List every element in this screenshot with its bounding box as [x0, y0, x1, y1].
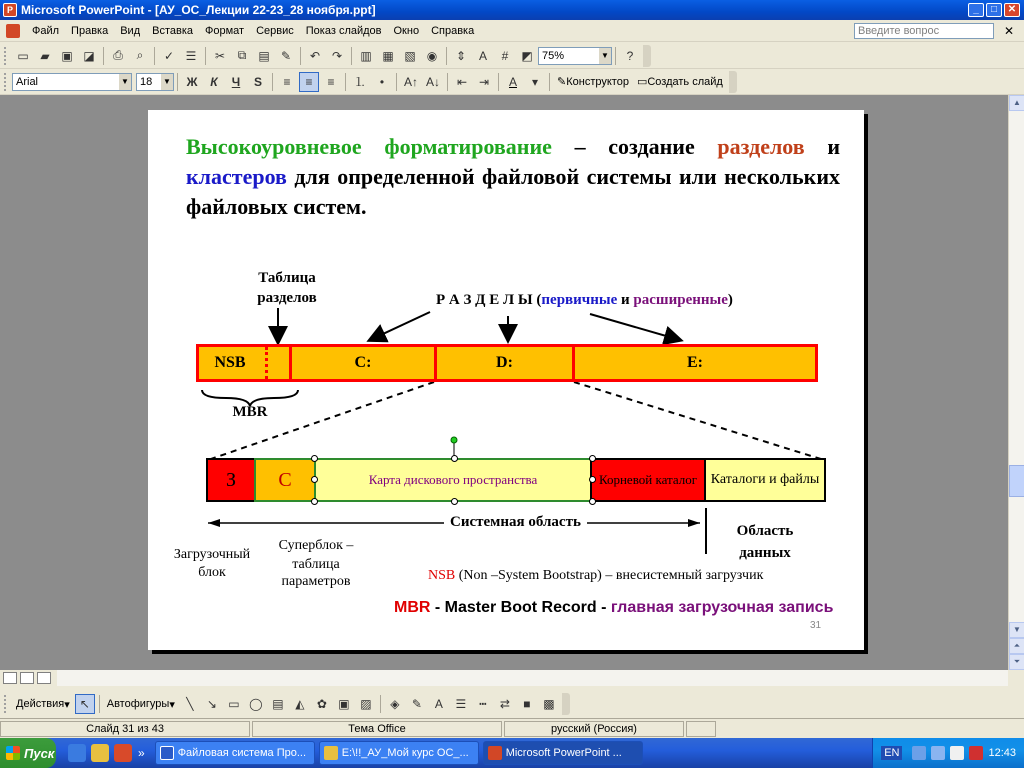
toolbar-separator	[615, 47, 616, 65]
menu-window[interactable]: Окно	[393, 24, 420, 37]
bullets-icon[interactable]: •	[379, 74, 385, 89]
security-icon[interactable]	[969, 746, 983, 760]
color-grayscale-icon[interactable]: ◩	[521, 48, 533, 63]
powerpoint-icon	[488, 746, 502, 760]
partition-e[interactable]	[572, 344, 818, 382]
partition-d-label: D:	[496, 354, 513, 371]
toolbar-separator	[103, 47, 104, 65]
disk-map[interactable]	[314, 458, 592, 502]
heading-text: – создание	[551, 134, 718, 159]
scroll-down-icon[interactable]: ▼	[1009, 622, 1024, 638]
clock: 12:43	[988, 747, 1016, 759]
bold-button[interactable]: Ж	[186, 74, 198, 89]
nsb-segment[interactable]	[196, 344, 292, 382]
word-icon	[160, 746, 174, 760]
shadow-style-icon[interactable]: ■	[523, 697, 531, 711]
folder-icon	[324, 746, 338, 760]
toolbar-separator	[498, 73, 499, 91]
rectangle-icon[interactable]: ▭	[228, 697, 240, 711]
oval-icon[interactable]: ◯	[249, 697, 263, 711]
research-icon[interactable]: ☰	[185, 48, 197, 63]
scroll-thumb[interactable]	[1009, 465, 1024, 497]
toolbar-separator	[446, 47, 447, 65]
font-size-value: 18	[140, 75, 153, 88]
toolbar-grip[interactable]	[4, 73, 8, 91]
new-file-icon[interactable]: ▭	[17, 48, 29, 63]
language-indicator[interactable]: EN	[881, 746, 902, 760]
toolbar-separator	[351, 47, 352, 65]
selection-handle[interactable]	[451, 455, 458, 462]
menu-view[interactable]: Вид	[120, 24, 141, 37]
previous-slide-icon[interactable]: ⏶	[1009, 638, 1024, 654]
mbr-note-ru: главная загрузочная запись	[610, 599, 834, 616]
toolbar-separator	[345, 73, 346, 91]
toolbar-grip[interactable]	[4, 695, 8, 713]
minimize-button[interactable]: _	[968, 3, 984, 17]
next-slide-icon[interactable]: ⏷	[1009, 654, 1024, 670]
and-label: и	[617, 292, 634, 308]
paren-open: (	[532, 292, 542, 308]
dash-style-icon[interactable]: ┅	[479, 697, 487, 711]
partition-d[interactable]	[434, 344, 575, 382]
autoshapes-menu[interactable]	[103, 694, 179, 714]
zoom-value: 75%	[542, 49, 565, 62]
increase-indent-icon[interactable]: ⇥	[478, 74, 490, 89]
internet-explorer-icon[interactable]	[68, 744, 86, 762]
status-theme: Тема Office	[252, 721, 502, 737]
designer-label: Конструктор	[566, 75, 629, 88]
chevron-down-icon: ▾	[169, 698, 175, 711]
diagram-icon[interactable]: ✿	[316, 697, 327, 711]
show-grid-icon[interactable]: #	[501, 48, 509, 63]
select-pointer-icon[interactable]: ↖	[75, 694, 95, 714]
status-bar	[0, 718, 1024, 738]
formatting-toolbar	[0, 69, 1024, 95]
drawing-toolbar	[0, 690, 1024, 718]
align-center-icon[interactable]: ≡	[299, 72, 319, 92]
scroll-bottom-controls	[1009, 622, 1024, 670]
heading-text: и	[804, 134, 840, 159]
partitions-word: Р А З Д Е Л Ы	[436, 292, 533, 308]
zoom-combo[interactable]	[538, 47, 612, 65]
toolbar-options-icon[interactable]	[643, 45, 651, 67]
chevron-down-icon[interactable]: ▼	[119, 74, 131, 90]
format-painter-icon[interactable]: ✎	[280, 48, 292, 63]
new-slide-button[interactable]	[633, 72, 727, 92]
boot-block[interactable]	[206, 458, 256, 502]
nsb-note	[428, 568, 763, 584]
maximize-button[interactable]: □	[986, 3, 1002, 17]
chevron-down-icon[interactable]: ▾	[531, 74, 539, 89]
actions-menu[interactable]	[12, 694, 74, 714]
system-tray	[872, 738, 1024, 768]
partition-table-label: Таблица разделов	[257, 270, 317, 306]
clipart-icon[interactable]: ▣	[338, 697, 350, 711]
picture-icon[interactable]: ▨	[360, 697, 372, 711]
insert-chart-icon[interactable]: ▥	[360, 48, 372, 63]
selection-handle[interactable]	[451, 498, 458, 505]
status-empty	[686, 721, 716, 737]
paren-close: )	[727, 292, 733, 308]
window-title: Microsoft PowerPoint - [АУ_ОС_Лекции 22-23_28 ноября.ppt]	[21, 3, 376, 17]
slide-canvas[interactable]	[148, 110, 864, 650]
partitions-title	[436, 292, 733, 309]
selection-handle[interactable]	[311, 476, 318, 483]
paste-icon[interactable]: ▤	[258, 48, 270, 63]
slide-sorter-icon[interactable]	[20, 672, 34, 684]
close-button[interactable]: ✕	[1004, 3, 1020, 17]
system-area-right-arrow	[688, 519, 700, 527]
show-formatting-icon[interactable]: A	[478, 48, 487, 63]
root-directory[interactable]	[590, 458, 706, 502]
font-color-icon[interactable]: A	[508, 74, 517, 89]
menu-help[interactable]: Справка	[431, 24, 475, 37]
toolbar-separator	[177, 73, 178, 91]
toolbar-grip[interactable]	[4, 47, 8, 65]
menu-slideshow[interactable]: Показ слайдов	[305, 24, 382, 37]
font-size-combo[interactable]	[136, 73, 174, 91]
boot-block-label: З	[225, 468, 237, 491]
new-slide-icon: ▭	[636, 76, 648, 88]
print-icon[interactable]: ⎙	[113, 48, 123, 62]
decrease-indent-icon[interactable]: ⇤	[456, 74, 468, 89]
nsb-label: NSB	[214, 354, 246, 371]
expand-all-icon[interactable]: ⇕	[455, 48, 467, 63]
arrow-icon[interactable]: ↘	[206, 697, 217, 711]
mbr-note	[394, 598, 844, 618]
disk-map-label: Карта дискового пространства	[368, 472, 538, 487]
cut-icon[interactable]: ✂	[214, 48, 226, 63]
new-slide-label: Создать слайд	[647, 75, 723, 88]
mbr-note-abbr: MBR	[394, 599, 431, 616]
selection-handle[interactable]	[589, 476, 596, 483]
toolbar-separator	[154, 47, 155, 65]
start-label: Пуск	[24, 745, 55, 761]
underline-button[interactable]: Ч	[231, 74, 241, 89]
status-language: русский (Россия)	[504, 721, 684, 737]
shadow-button[interactable]: S	[253, 74, 262, 89]
toolbar-options-icon[interactable]	[729, 71, 737, 93]
copy-icon[interactable]: ⧉	[237, 48, 247, 62]
spelling-icon[interactable]: ✓	[163, 48, 175, 63]
numbering-icon[interactable]: ⒈	[353, 75, 366, 89]
data-area-label: Область данных	[736, 523, 794, 561]
line-icon[interactable]: ╲	[186, 697, 194, 711]
heading-text: для определенной файловой системы или нескольких файловых систем.	[186, 164, 840, 219]
superblock[interactable]	[254, 458, 316, 502]
align-right-icon[interactable]: ≡	[327, 74, 335, 89]
font-combo[interactable]	[12, 73, 132, 91]
arrow-to-e	[590, 314, 680, 340]
increase-font-icon[interactable]: A↑	[403, 74, 418, 89]
quicklaunch-more-icon[interactable]: »	[138, 746, 145, 760]
help-search-input[interactable]: Введите вопрос	[854, 23, 994, 39]
powerpoint-icon: P	[3, 3, 17, 17]
root-directory-label: Корневой каталог	[598, 472, 698, 487]
autoshapes-label: Автофигуры	[106, 698, 170, 710]
taskbar-explorer-folder[interactable]	[319, 741, 479, 765]
toolbar-separator	[300, 47, 301, 65]
system-area-label: Системная область	[444, 514, 587, 531]
line-style-icon[interactable]: ☰	[455, 697, 467, 711]
menu-edit[interactable]: Правка	[71, 24, 109, 37]
3d-style-icon[interactable]: ▩	[543, 697, 555, 711]
toolbar-separator	[99, 695, 100, 713]
task-label: Microsoft PowerPoint ...	[505, 747, 622, 759]
save-icon[interactable]: ▣	[61, 48, 73, 63]
partition-e-label: E:	[687, 354, 703, 371]
partition-table-marker	[265, 347, 268, 379]
selection-handle[interactable]	[589, 498, 596, 505]
directories-files-label: Каталоги и файлы	[710, 472, 820, 487]
toolbar-separator	[549, 73, 550, 91]
toolbar-separator	[272, 73, 273, 91]
arrow-to-c	[370, 312, 430, 340]
toolbar-separator	[205, 47, 206, 65]
menu-tools[interactable]: Сервис	[256, 24, 294, 37]
line-color-icon[interactable]: ✎	[411, 697, 422, 711]
hyperlink-icon[interactable]: ◉	[426, 48, 438, 63]
superblock-label: С	[278, 468, 292, 491]
partition-c[interactable]	[289, 344, 437, 382]
heading-clusters: кластеров	[186, 164, 287, 189]
directories-files[interactable]	[704, 458, 826, 502]
superblock-caption-line1: Суперблок –	[278, 538, 354, 553]
volume-icon[interactable]	[950, 746, 964, 760]
chevron-down-icon: ▾	[64, 698, 70, 711]
rotation-handle[interactable]	[451, 437, 457, 443]
open-folder-icon[interactable]: ▰	[40, 48, 50, 63]
toolbar-separator	[396, 73, 397, 91]
align-left-icon[interactable]: ≡	[283, 74, 291, 89]
toolbar-separator	[447, 73, 448, 91]
zoom-line-left	[208, 382, 434, 460]
chevron-down-icon[interactable]: ▼	[599, 48, 611, 64]
start-button[interactable]	[0, 738, 56, 768]
app-shortcut-icon[interactable]	[114, 744, 132, 762]
chevron-down-icon[interactable]: ▼	[161, 74, 173, 90]
menu-bar	[0, 20, 1024, 42]
arrow-style-icon[interactable]: ⇄	[499, 697, 510, 711]
toolbar-separator	[380, 695, 381, 713]
title-bar	[0, 0, 1024, 20]
windows-flag-icon	[6, 746, 20, 760]
menu-insert[interactable]: Вставка	[152, 24, 194, 37]
fill-color-icon[interactable]: ◈	[390, 697, 400, 711]
document-icon[interactable]	[6, 24, 20, 38]
mbr-note-text: - Master Boot Record -	[430, 599, 611, 616]
slideshow-icon[interactable]	[37, 672, 51, 684]
boot-block-caption: Загрузочный блок	[173, 547, 251, 580]
font-color-icon[interactable]: A	[434, 697, 443, 711]
undo-icon[interactable]: ↶	[309, 48, 321, 63]
insert-table-icon[interactable]: ▦	[382, 48, 394, 63]
heading-term: Высокоуровневое форматирование	[186, 134, 552, 159]
font-value: Arial	[16, 75, 39, 88]
heading-partitions: разделов	[717, 134, 805, 159]
normal-view-icon[interactable]	[3, 672, 17, 684]
zoom-line-right	[574, 382, 824, 460]
selection-handle[interactable]	[589, 455, 596, 462]
folder-icon[interactable]	[91, 744, 109, 762]
standard-toolbar	[0, 43, 1024, 69]
tables-borders-icon[interactable]: ▧	[404, 48, 416, 63]
selection-handle[interactable]	[311, 498, 318, 505]
italic-button[interactable]: К	[210, 74, 218, 89]
textbox-icon[interactable]: ▤	[272, 697, 284, 711]
extended-label: расширенные	[633, 292, 728, 308]
taskbar	[0, 738, 1024, 768]
toolbar-options-icon[interactable]	[562, 693, 570, 715]
task-label: Файловая система Про...	[177, 747, 307, 759]
actions-label: Действия	[16, 698, 65, 710]
nsb-note-text: (Non –System Bootstrap) – внесистемный загрузчик	[455, 568, 764, 583]
menu-format[interactable]: Формат	[205, 24, 245, 37]
network-icon[interactable]	[912, 746, 926, 760]
mbr-brace-label: MBR	[232, 404, 268, 420]
vertical-scrollbar[interactable]	[1008, 95, 1024, 670]
horizontal-scrollbar[interactable]	[57, 670, 1008, 686]
designer-button[interactable]	[553, 72, 633, 92]
scroll-up-icon[interactable]: ▲	[1009, 95, 1024, 111]
permission-icon[interactable]: ◪	[83, 48, 95, 63]
superblock-caption-line2: таблица параметров	[281, 557, 351, 589]
system-area-left-arrow	[208, 519, 220, 527]
decrease-font-icon[interactable]: A↓	[425, 74, 440, 89]
redo-icon[interactable]: ↷	[331, 48, 343, 63]
nsb-note-abbr: NSB	[428, 568, 456, 583]
taskbar-word-document[interactable]	[155, 741, 315, 765]
print-preview-icon[interactable]: ⌕	[136, 48, 144, 62]
status-slide-count: Слайд 31 из 43	[0, 721, 250, 737]
task-label: E:\!!_АУ_Мой курс ОС_...	[341, 747, 469, 759]
monitor-icon[interactable]	[931, 746, 945, 760]
wordart-icon[interactable]: ◭	[295, 697, 305, 711]
menu-file[interactable]: Файл	[32, 24, 60, 37]
partition-c-label: C:	[354, 354, 372, 371]
close-document-button[interactable]: ✕	[1003, 23, 1015, 38]
slide-number: 31	[810, 620, 822, 631]
selection-handle[interactable]	[311, 455, 318, 462]
help-icon[interactable]: ?	[626, 48, 634, 63]
taskbar-powerpoint[interactable]	[483, 741, 643, 765]
view-bar	[0, 670, 1008, 686]
designer-icon: ✎	[557, 76, 567, 88]
primary-label: первичные	[541, 292, 618, 308]
